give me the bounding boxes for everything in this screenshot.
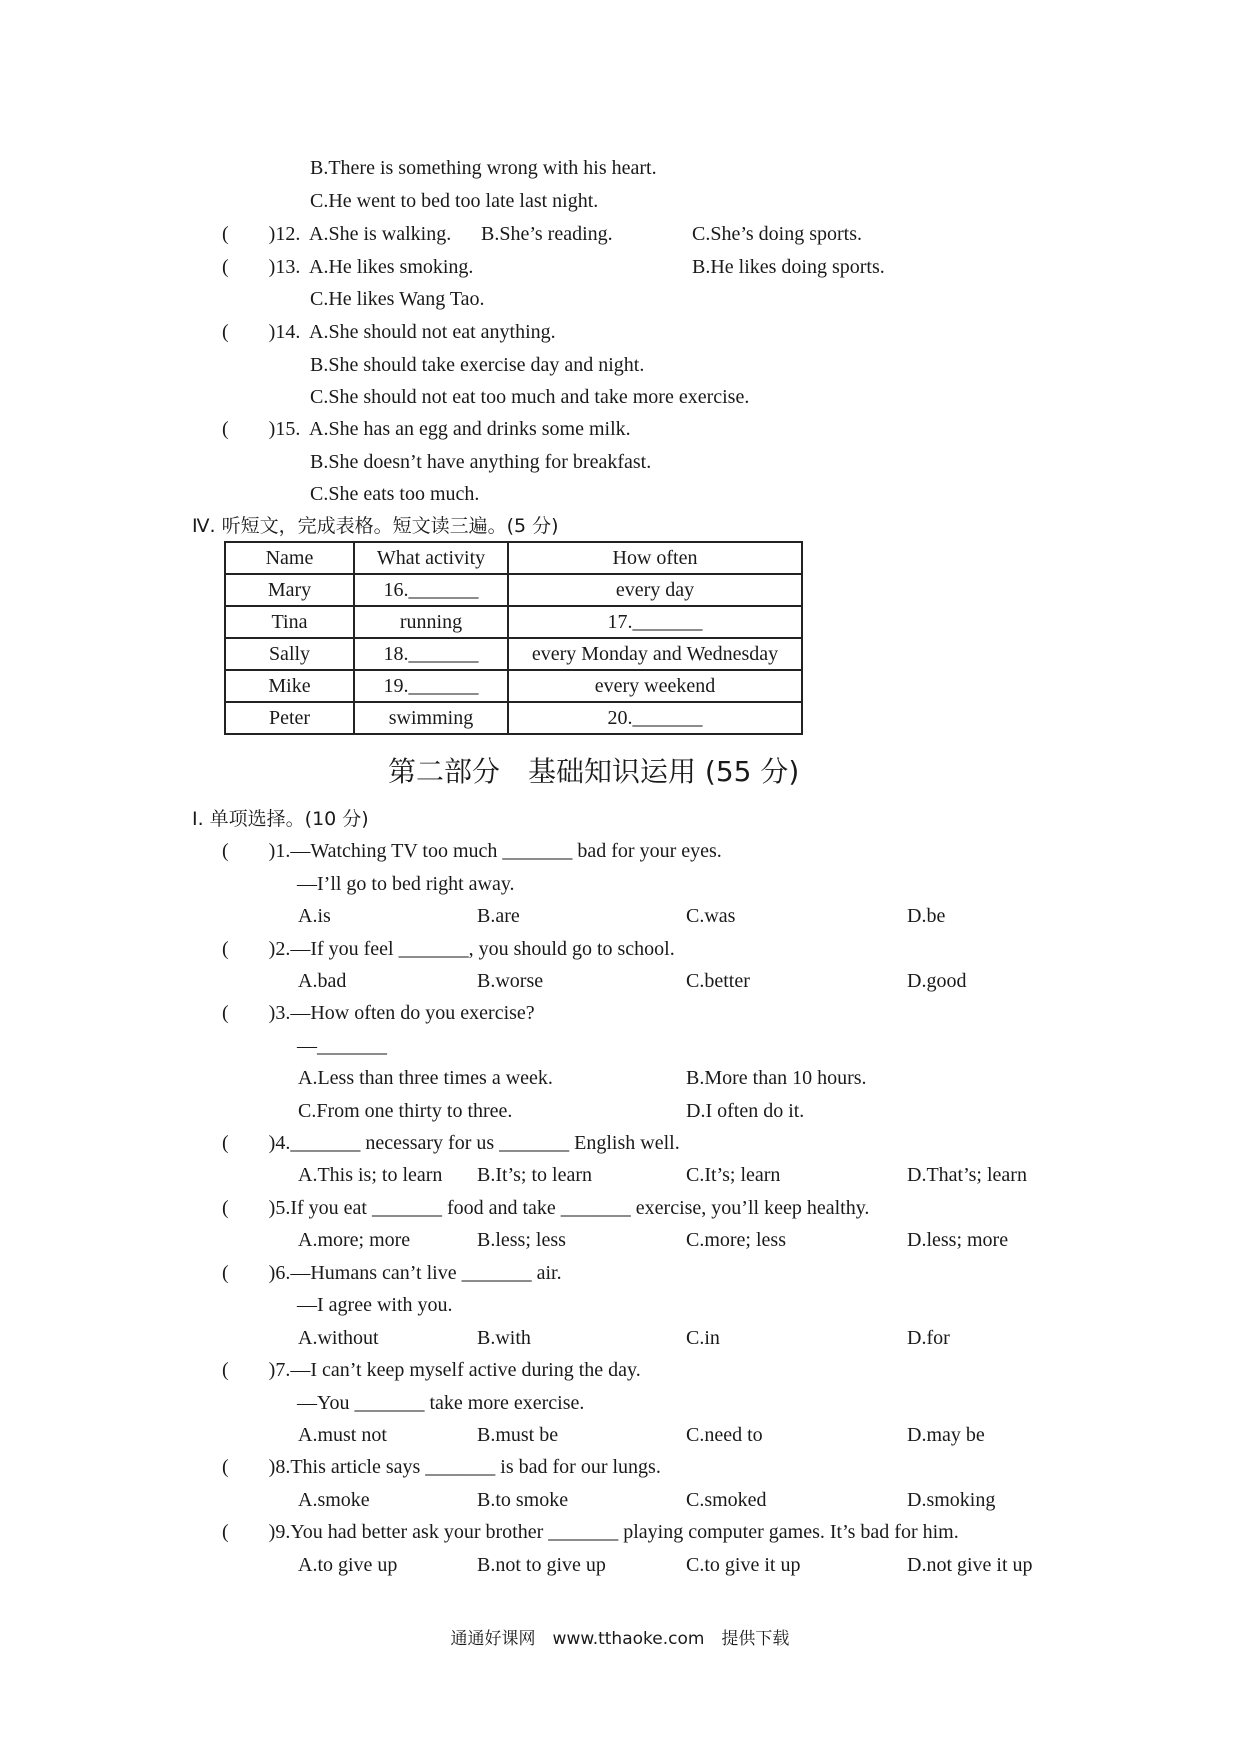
option-d: D.smoking bbox=[907, 1489, 996, 1511]
part-2-title: 第二部分 基础知识运用 (55 分) bbox=[388, 755, 800, 788]
cell-activity: 16._______ bbox=[354, 574, 508, 606]
table-row bbox=[225, 670, 802, 702]
question-stem: ( )7.—I can’t keep myself active during the day. bbox=[222, 1359, 641, 1381]
question-stem: ( )9.You had better ask your brother _______ playing computer games. It’s bad for him. bbox=[222, 1521, 959, 1543]
question-reply: —_______ bbox=[297, 1035, 387, 1057]
option-c: C.better bbox=[686, 970, 750, 992]
option-a: A.Less than three times a week. bbox=[298, 1067, 553, 1089]
question-reply: —I agree with you. bbox=[297, 1294, 453, 1316]
cell-name: Sally bbox=[225, 638, 354, 670]
cell-how-often: 20._______ bbox=[508, 702, 802, 734]
table-header-row bbox=[225, 542, 802, 574]
cell-activity: 19._______ bbox=[354, 670, 508, 702]
option-c: C.smoked bbox=[686, 1489, 767, 1511]
option-b: B.It’s; to learn bbox=[477, 1164, 592, 1186]
question-stem: ( )8.This article says _______ is bad for our lungs. bbox=[222, 1456, 661, 1478]
question-stem: ( )3.—How often do you exercise? bbox=[222, 1002, 535, 1024]
cell-how-often: 17._______ bbox=[508, 606, 802, 638]
header-name: Name bbox=[225, 542, 354, 574]
page-footer: 通通好课网 www.tthaoke.com 提供下载 bbox=[450, 1629, 790, 1649]
question-stem: ( )4._______ necessary for us _______ English well. bbox=[222, 1132, 680, 1154]
cell-how-often: every day bbox=[508, 574, 802, 606]
option-d: D.not give it up bbox=[907, 1554, 1033, 1576]
option-a: A.more; more bbox=[298, 1229, 411, 1251]
option-a: A.without bbox=[298, 1327, 379, 1349]
q13-option-b: B.He likes doing sports. bbox=[692, 256, 885, 278]
q13-option-a: A.He likes smoking. bbox=[309, 256, 474, 278]
option-c: C.need to bbox=[686, 1424, 763, 1446]
q12-number: ( )12. bbox=[222, 223, 301, 245]
option-c: C.to give it up bbox=[686, 1554, 801, 1576]
table-row bbox=[225, 574, 802, 606]
question-stem: ( )2.—If you feel _______, you should go to school. bbox=[222, 938, 675, 960]
option-d: D.may be bbox=[907, 1424, 985, 1446]
cell-name: Peter bbox=[225, 702, 354, 734]
cell-how-often: every weekend bbox=[508, 670, 802, 702]
cell-activity: swimming bbox=[354, 702, 508, 734]
question-stem: ( )5.If you eat _______ food and take _______ exercise, you’ll keep healthy. bbox=[222, 1197, 870, 1219]
option-d: D.for bbox=[907, 1327, 950, 1349]
q15-number: ( )15. bbox=[222, 418, 301, 440]
option-c: C.in bbox=[686, 1327, 720, 1349]
option-b: B.More than 10 hours. bbox=[686, 1067, 867, 1089]
option-c: C.was bbox=[686, 905, 736, 927]
option-b: B.worse bbox=[477, 970, 544, 992]
q14-option-c: C.She should not eat too much and take more exercise. bbox=[310, 386, 750, 408]
option-b: B.are bbox=[477, 905, 520, 927]
question-stem: ( )6.—Humans can’t live _______ air. bbox=[222, 1262, 562, 1284]
option-d: D.less; more bbox=[907, 1229, 1009, 1251]
option-c: C.From one thirty to three. bbox=[298, 1100, 513, 1122]
option-a: A.smoke bbox=[298, 1489, 370, 1511]
header-how-often: How often bbox=[508, 542, 802, 574]
option-b: B.not to give up bbox=[477, 1554, 606, 1576]
option-b: B.less; less bbox=[477, 1229, 566, 1251]
option-d: D.be bbox=[907, 905, 946, 927]
q14-option-b: B.She should take exercise day and night. bbox=[310, 354, 645, 376]
cell-how-often: every Monday and Wednesday bbox=[508, 638, 802, 670]
option-d: D.good bbox=[907, 970, 967, 992]
option-b: B.with bbox=[477, 1327, 531, 1349]
table-row bbox=[225, 702, 802, 734]
q12-option-b: B.She’s reading. bbox=[481, 223, 613, 245]
cell-activity: running bbox=[354, 606, 508, 638]
q11-option-c: C.He went to bed too late last night. bbox=[310, 190, 599, 212]
option-b: B.must be bbox=[477, 1424, 559, 1446]
option-d: D.That’s; learn bbox=[907, 1164, 1027, 1186]
table-row bbox=[225, 638, 802, 670]
cell-name: Tina bbox=[225, 606, 354, 638]
question-reply: —You _______ take more exercise. bbox=[297, 1392, 585, 1414]
q13-number: ( )13. bbox=[222, 256, 301, 278]
option-d: D.I often do it. bbox=[686, 1100, 805, 1122]
q15-option-a: A.She has an egg and drinks some milk. bbox=[309, 418, 631, 440]
header-activity: What activity bbox=[354, 542, 508, 574]
q15-option-b: B.She doesn’t have anything for breakfast. bbox=[310, 451, 652, 473]
q12-option-c: C.She’s doing sports. bbox=[692, 223, 863, 245]
question-stem: ( )1.—Watching TV too much _______ bad for your eyes. bbox=[222, 840, 722, 862]
question-reply: —I’ll go to bed right away. bbox=[297, 873, 515, 895]
q14-option-a: A.She should not eat anything. bbox=[309, 321, 556, 343]
option-a: A.must not bbox=[298, 1424, 387, 1446]
option-a: A.is bbox=[298, 905, 331, 927]
option-a: A.bad bbox=[298, 970, 347, 992]
cell-name: Mary bbox=[225, 574, 354, 606]
q14-number: ( )14. bbox=[222, 321, 301, 343]
section-4-heading: Ⅳ. 听短文，完成表格。短文读三遍。(5 分) bbox=[192, 515, 559, 537]
option-a: A.to give up bbox=[298, 1554, 398, 1576]
q13-option-c: C.He likes Wang Tao. bbox=[310, 288, 485, 310]
option-a: A.This is; to learn bbox=[298, 1164, 443, 1186]
cell-name: Mike bbox=[225, 670, 354, 702]
q15-option-c: C.She eats too much. bbox=[310, 483, 480, 505]
activity-table bbox=[224, 541, 803, 735]
cell-activity: 18._______ bbox=[354, 638, 508, 670]
option-c: C.more; less bbox=[686, 1229, 786, 1251]
option-c: C.It’s; learn bbox=[686, 1164, 781, 1186]
q12-option-a: A.She is walking. bbox=[309, 223, 452, 245]
section-1-heading: Ⅰ. 单项选择。(10 分) bbox=[192, 808, 369, 830]
table-row bbox=[225, 606, 802, 638]
option-b: B.to smoke bbox=[477, 1489, 569, 1511]
q11-option-b: B.There is something wrong with his heart. bbox=[310, 157, 657, 179]
